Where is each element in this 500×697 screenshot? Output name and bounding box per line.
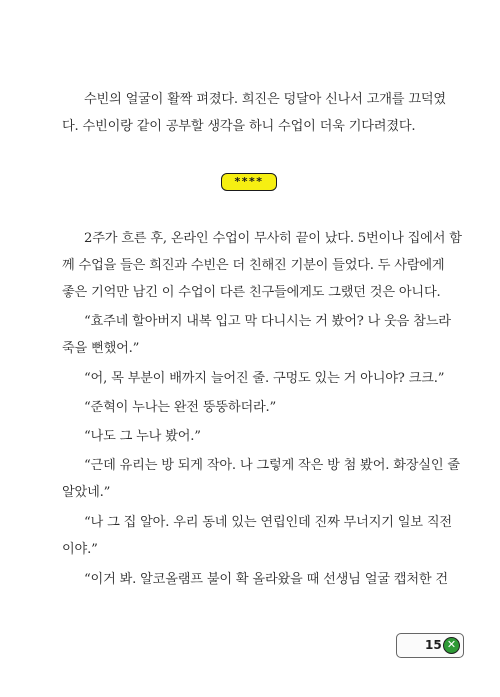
text-line: “근데 유리는 방 되게 작아. 나 그렇게 작은 방 첨 봤어. 화장실인 줄 bbox=[84, 458, 460, 473]
text-line: 죽을 뻔했어.” bbox=[62, 341, 140, 356]
x-badge-icon: ✕ bbox=[443, 637, 460, 654]
text-line: “나 그 집 알아. 우리 동네 있는 연립인데 진짜 무너지기 일보 직전 bbox=[84, 515, 452, 530]
text-line: 이야.” bbox=[62, 542, 98, 557]
paragraph-1 bbox=[62, 86, 446, 140]
text-line: “준혁이 누나는 완전 뚱뚱하더라.” bbox=[84, 400, 277, 415]
text-line: “어, 목 부분이 배까지 늘어진 줄. 구멍도 있는 거 아니야? 크크.” bbox=[84, 371, 445, 386]
dialogue-line bbox=[62, 365, 445, 392]
dialogue-line bbox=[62, 423, 442, 450]
page-number-tab bbox=[396, 633, 464, 658]
text-line: 다. 수빈이랑 같이 공부할 생각을 하니 수업이 더욱 기다려졌다. bbox=[62, 119, 416, 134]
paragraph-2 bbox=[62, 225, 462, 306]
text-line: 수빈의 얼굴이 활짝 펴졌다. 희진은 덩달아 신나서 고개를 끄덕였 bbox=[84, 92, 446, 107]
text-line: 2주가 흐른 후, 온라인 수업이 무사히 끝이 났다. 5번이나 집에서 함 bbox=[84, 231, 462, 246]
page-number: 15 bbox=[425, 638, 442, 652]
dialogue-line bbox=[62, 308, 451, 362]
dialogue-line bbox=[62, 509, 452, 563]
text-line: 좋은 기억만 남긴 이 수업이 다른 친구들에게도 그랬던 것은 아니다. bbox=[62, 285, 441, 300]
text-line: 께 수업을 들은 희진과 수빈은 더 친해진 기분이 들었다. 두 사람에게 bbox=[62, 258, 445, 273]
text-line: “이거 봐. 알코올램프 불이 확 올라왔을 때 선생님 얼굴 캡처한 건 bbox=[84, 572, 448, 587]
dialogue-line bbox=[62, 452, 460, 506]
text-line: “나도 그 누나 봤어.” bbox=[84, 429, 201, 444]
dialogue-line bbox=[62, 394, 442, 421]
scene-divider: **** bbox=[221, 173, 277, 191]
text-line: 알았네.” bbox=[62, 485, 111, 500]
text-line: “효주네 할아버지 내복 입고 막 다니시는 거 봤어? 나 웃음 참느라 bbox=[84, 314, 451, 329]
dialogue-line bbox=[62, 566, 448, 593]
